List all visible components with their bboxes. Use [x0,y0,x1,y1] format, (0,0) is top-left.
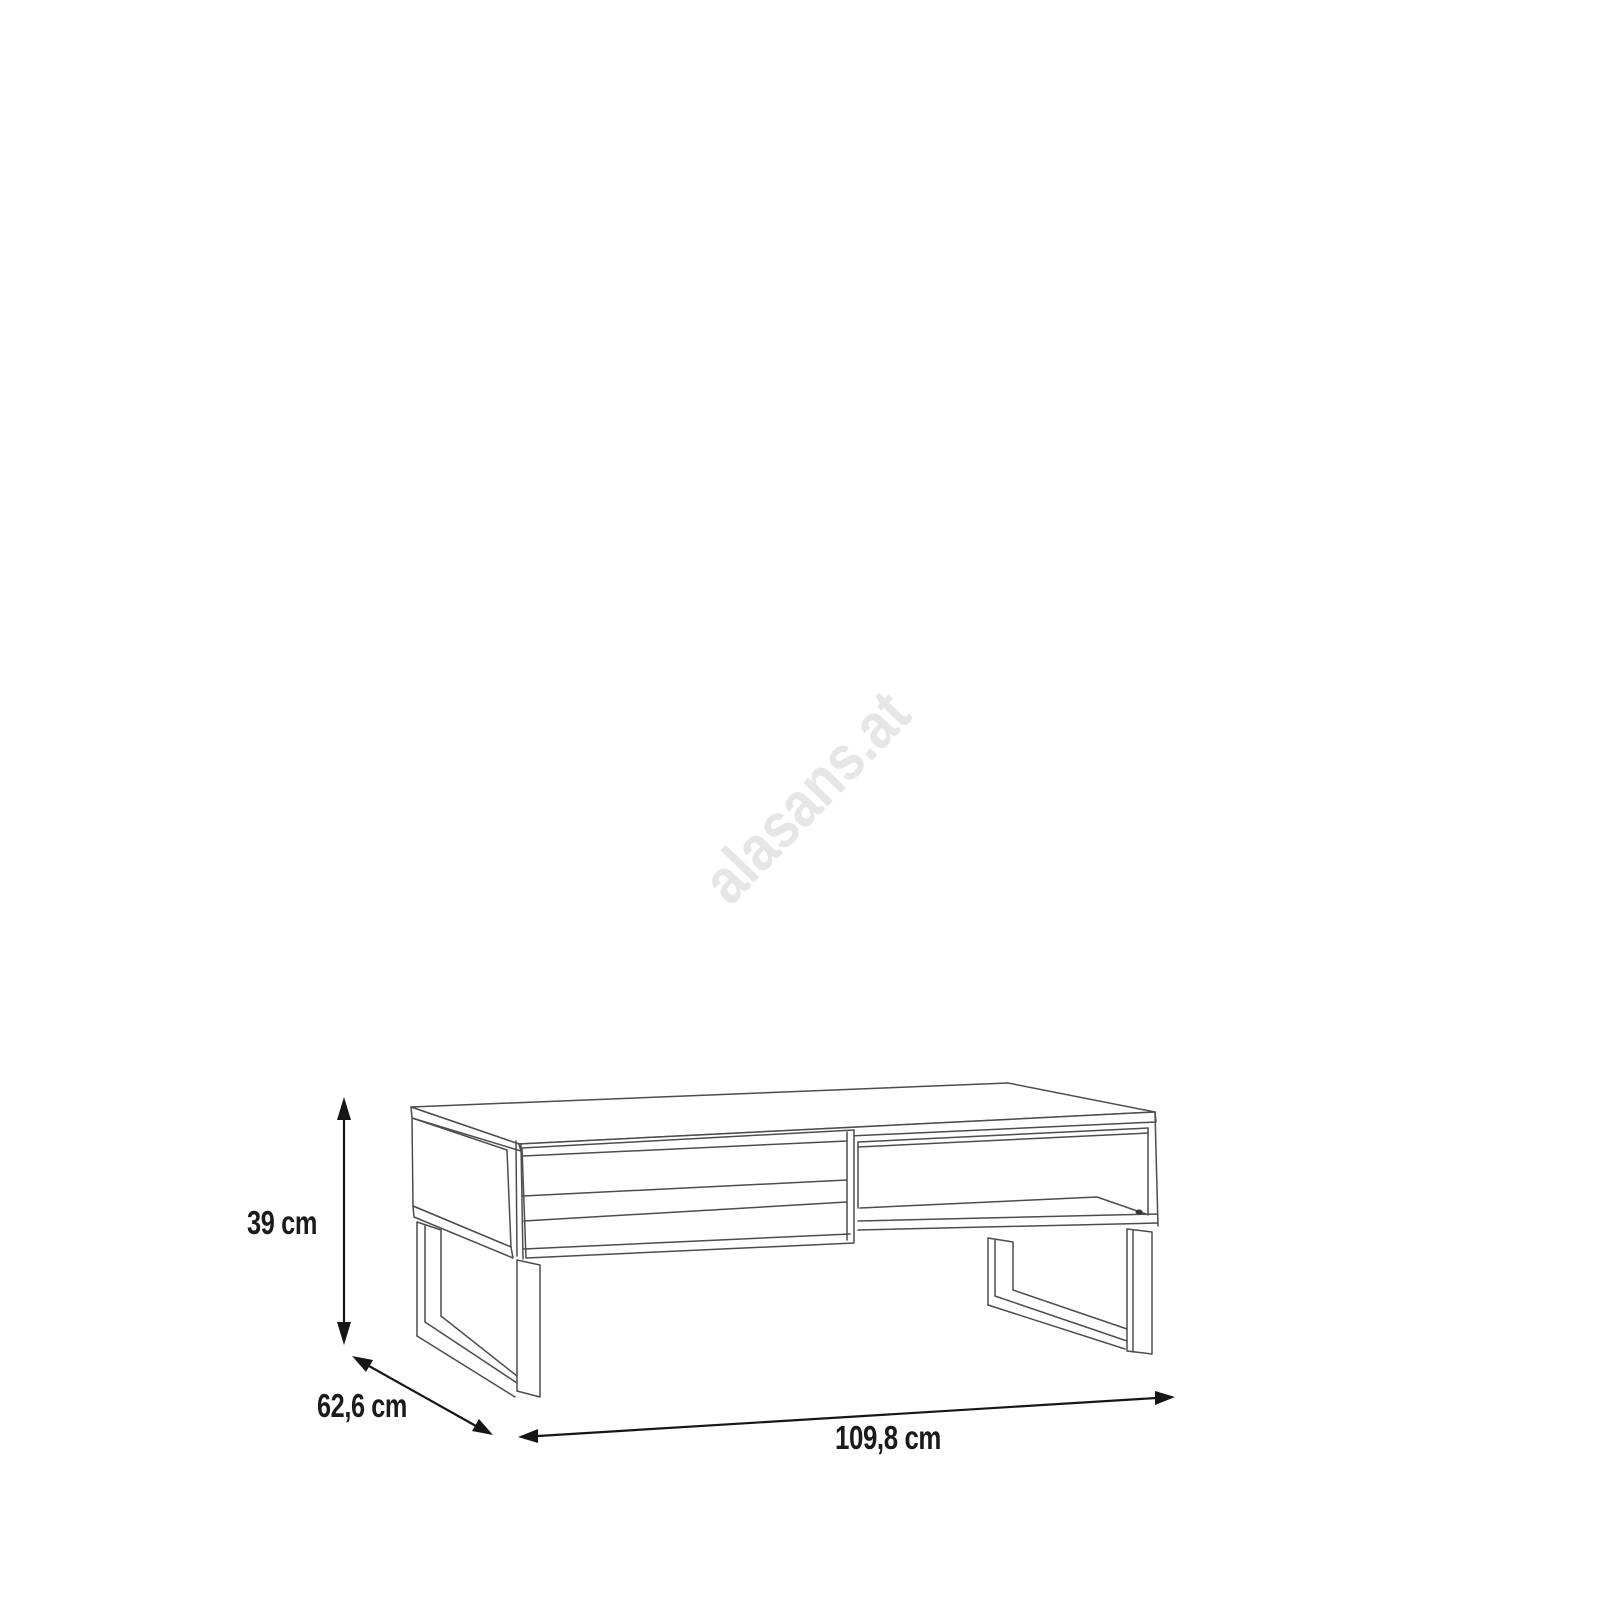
watermark-text: alasans.at [688,644,956,917]
depth-dimension-label: 62,6 cm [317,1387,407,1424]
left-leg [417,1222,540,1397]
width-arrowhead-left [518,1429,538,1443]
watermark [688,644,956,917]
height-arrowhead-top [337,1097,351,1120]
height-arrowhead-bottom [337,1322,351,1345]
right-leg-back-post [988,1238,1013,1305]
width-dimension-label: 109,8 cm [835,1419,941,1456]
left-leg-front-post [517,1260,540,1397]
depth-arrowhead-upper [352,1356,373,1372]
height-dimension [247,1097,351,1345]
carcass-bottom-front-strip [858,1214,1158,1230]
left-leg-runner [417,1316,517,1397]
right-leg-front-post [1127,1229,1152,1354]
left-leg-back-post [417,1222,441,1336]
right-leg-runner [988,1290,1127,1349]
height-dimension-label: 39 cm [247,1204,317,1241]
width-dimension [518,1391,1175,1456]
depth-dimension [317,1356,493,1435]
width-arrowhead-right [1155,1391,1175,1405]
niche-floor-edges [860,1197,1146,1214]
depth-arrowhead-lower [472,1419,493,1435]
coffee-table-line-drawing-icon [411,1083,1158,1397]
drawer-front [522,1130,854,1258]
niche-right-wall-edges [1148,1112,1158,1226]
niche-fitting-dot [1136,1210,1143,1215]
right-leg [988,1229,1152,1354]
